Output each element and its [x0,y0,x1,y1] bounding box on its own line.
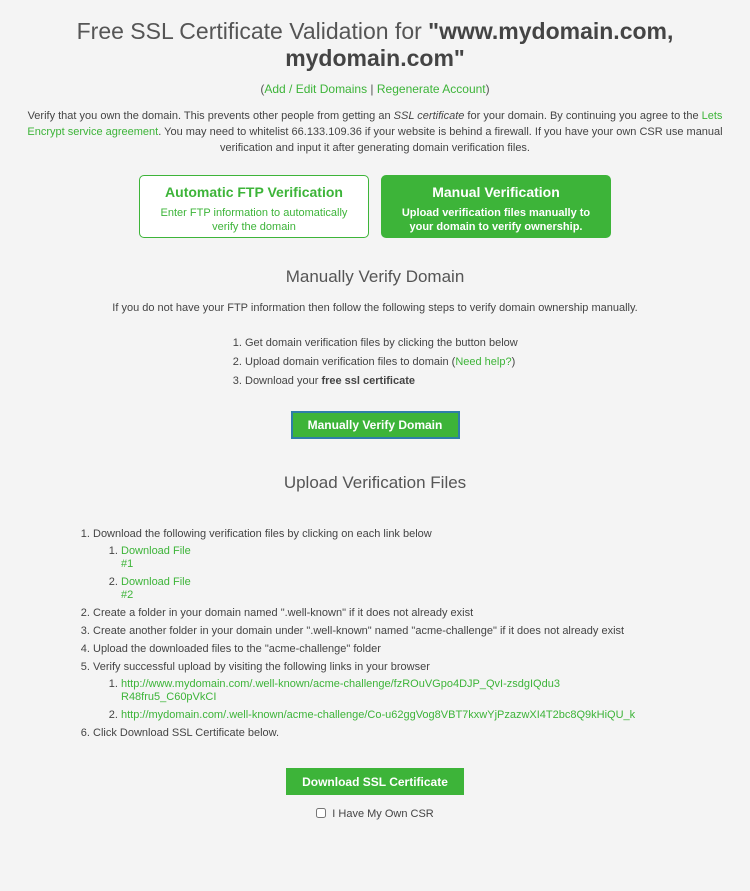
intro-part2: for your domain. By continuing you agree to the [464,110,702,122]
download-file-2-link[interactable]: Download File #2 [121,576,191,601]
manual-steps-list [232,337,527,388]
intro-ssl-emphasis: SSL certificate [393,110,465,122]
manual-verify-note: If you do not have your FTP information then follow the following steps to verify domain ownership manually. [112,302,638,314]
list-item: 4. Upload the downloaded files to the "acme-challenge" folder [93,643,693,656]
list-item: 2. Create a folder in your domain named ".well-known" if it does not already exist [93,607,693,620]
intro-part3: . You may need to whitelist 66.133.109.36 if your website is behind a firewall. If you have your own CSR use manual verification and input it after generating domain verification files. [158,126,723,154]
link-separator: | [367,82,377,96]
list-item [93,528,693,602]
title-domains: "www.mydomain.com, mydomain.com" [285,18,674,71]
manual-verify-heading: Manually Verify Domain [285,267,465,286]
list-item [121,709,693,722]
verification-method-options [0,175,750,238]
add-edit-domains-link[interactable]: Add / Edit Domains [264,82,368,96]
upload-files-heading: Upload Verification Files [283,473,467,492]
title-prefix: Free SSL Certificate Validation for [76,18,429,44]
list-item [121,576,693,602]
verify-links-list [93,678,693,722]
list-item [121,678,693,704]
regenerate-account-link[interactable]: Regenerate Account [376,82,486,96]
manually-verify-domain-button[interactable]: Manually Verify Domain [291,411,460,439]
paren-open: ( [260,82,265,96]
verify-url-2-link[interactable]: http://mydomain.com/.well-known/acme-challenge/Co-u62ggVog8VBT7kxwYjPzazwXI4T2bc8Q9kHiQU_k [121,709,636,721]
manual-option-desc: Upload verification files manually to your domain to verify ownership. [401,207,591,233]
list-item [121,545,693,571]
list-item: 1. Get domain verification files by clicking the button below [245,337,527,350]
list-item [245,356,527,369]
download-files-list [93,545,693,602]
ftp-verification-option[interactable] [139,175,369,238]
intro-part1: Verify that you own the domain. This prevents other people from getting an [27,110,394,122]
own-csr-option [0,808,750,820]
own-csr-checkbox[interactable] [316,808,326,818]
manual-verification-option[interactable] [381,175,611,238]
ftp-option-desc: Enter FTP information to automatically verify the domain [160,207,348,233]
own-csr-label: I Have My Own CSR [332,808,434,820]
list-item [93,661,693,722]
list-item [245,375,527,388]
service-agreement-link[interactable]: Lets Encrypt service agreement [27,110,723,138]
account-links [0,82,750,96]
step3-bold: free ssl certificate [321,375,415,387]
verify-url-1-link[interactable]: http://www.mydomain.com/.well-known/acme-challenge/fzROuVGpo4DJP_QvI-zsdgIQdu3R48fru5_C60pVkCI [121,678,560,703]
paren-close: ) [485,82,490,96]
download-ssl-certificate-button[interactable]: Download SSL Certificate [286,768,464,795]
upload-steps-list [80,528,693,740]
page-title [40,18,710,72]
step2-close: ) [511,356,516,368]
list-item: 6. Click Download SSL Certificate below. [93,727,693,740]
ftp-option-title: Automatic FTP Verification [165,184,343,200]
download-file-1-link[interactable]: Download File #1 [121,545,191,570]
upload-step1-text: Download the following verification files by clicking on each link below [93,528,432,540]
step3-text: Download your [245,375,322,387]
list-item: 3. Create another folder in your domain under ".well-known" named "acme-challenge" if it does not already exist [93,625,693,638]
upload-step5-text: Verify successful upload by visiting the following links in your browser [93,661,430,673]
intro-text [18,108,732,156]
step2-text: Upload domain verification files to domain ( [245,356,456,368]
manual-option-title: Manual Verification [432,184,560,200]
need-help-link[interactable]: Need help? [455,356,512,368]
